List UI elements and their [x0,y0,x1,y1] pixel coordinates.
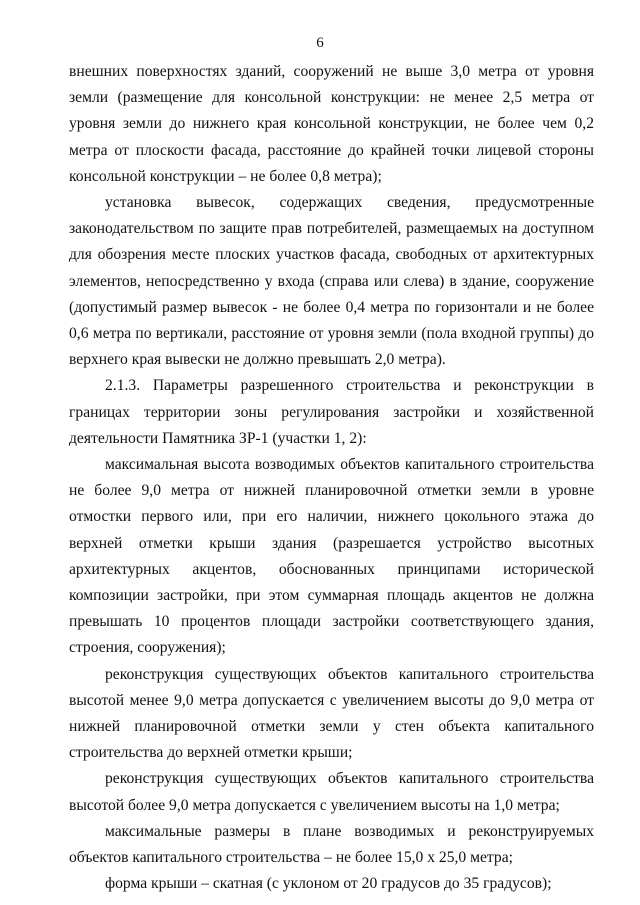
paragraph-reconstruction-above-9m: реконструкция существующих объектов капитального строительства высотой более 9,0 метра допускается с увеличением высоты на 1,0 метра; [69,770,594,814]
paragraph-section-2-1-3-heading: 2.1.3. Параметры разрешенного строительства и реконструкции в границах территории зоны регулирования застройки и хозяйственной деятельности Памятника ЗР-1 (участки 1, 2): [69,377,594,447]
document-body [69,59,594,898]
paragraph-max-plan-size: максимальные размеры в плане возводимых и реконструируемых объектов капитального строительства – не более 15,0 х 25,0 метра; [69,822,594,867]
paragraph-reconstruction-below-9m: реконструкция существующих объектов капитального строительства высотой менее 9,0 метра допускается с увеличением высоты до 9,0 метра от нижней планировочной отметки земли у стен объекта капитального строительства до верхней отметки крыши; [69,665,594,762]
page-number: 6 [316,35,324,51]
paragraph-signboards: установка вывесок, содержащих сведения, предусмотренные законодательством по защите прав потребителей, размещаемых на доступном для обозрения месте плоских участков фасада, свободных от архитектурных элементов, непосредственно у входа (справа или слева) в здание, сооружение (допустимый размер вывесок - не более 0,4 метра по горизонтали и не более 0,6 метра по вертикали, расстояние от уровня земли (пола входной группы) до верхнего края вывески не должно превышать 2,0 метра). [69,194,594,369]
paragraph-facade-height: внешних поверхностях зданий, сооружений не выше 3,0 метра от уровня земли (размещение для консольной конструкции: не менее 2,5 метра от уровня земли до нижнего края консольной конструкции, не более чем 0,2 метра от плоскости фасада, расстояние до крайней точки лицевой стороны консольной конструкции – не более 0,8 метра); [69,63,594,185]
paragraph-roof-shape: форма крыши – скатная (с уклоном от 20 градусов до 35 градусов); [105,875,552,893]
paragraph-max-height: максимальная высота возводимых объектов капитального строительства не более 9,0 метра от нижней планировочной отметки земли в уровне отмостки первого или, при его наличии, нижнего цокольного этажа до верхней отметки крыши здания (разрешается устройство высотных архитектурных акцентов, обоснованных принципами исторической композиции застройки, при этом суммарная площадь акцентов не должна превышать 10 процентов площади застройки соответствующего здания, строения, сооружения); [69,456,594,657]
